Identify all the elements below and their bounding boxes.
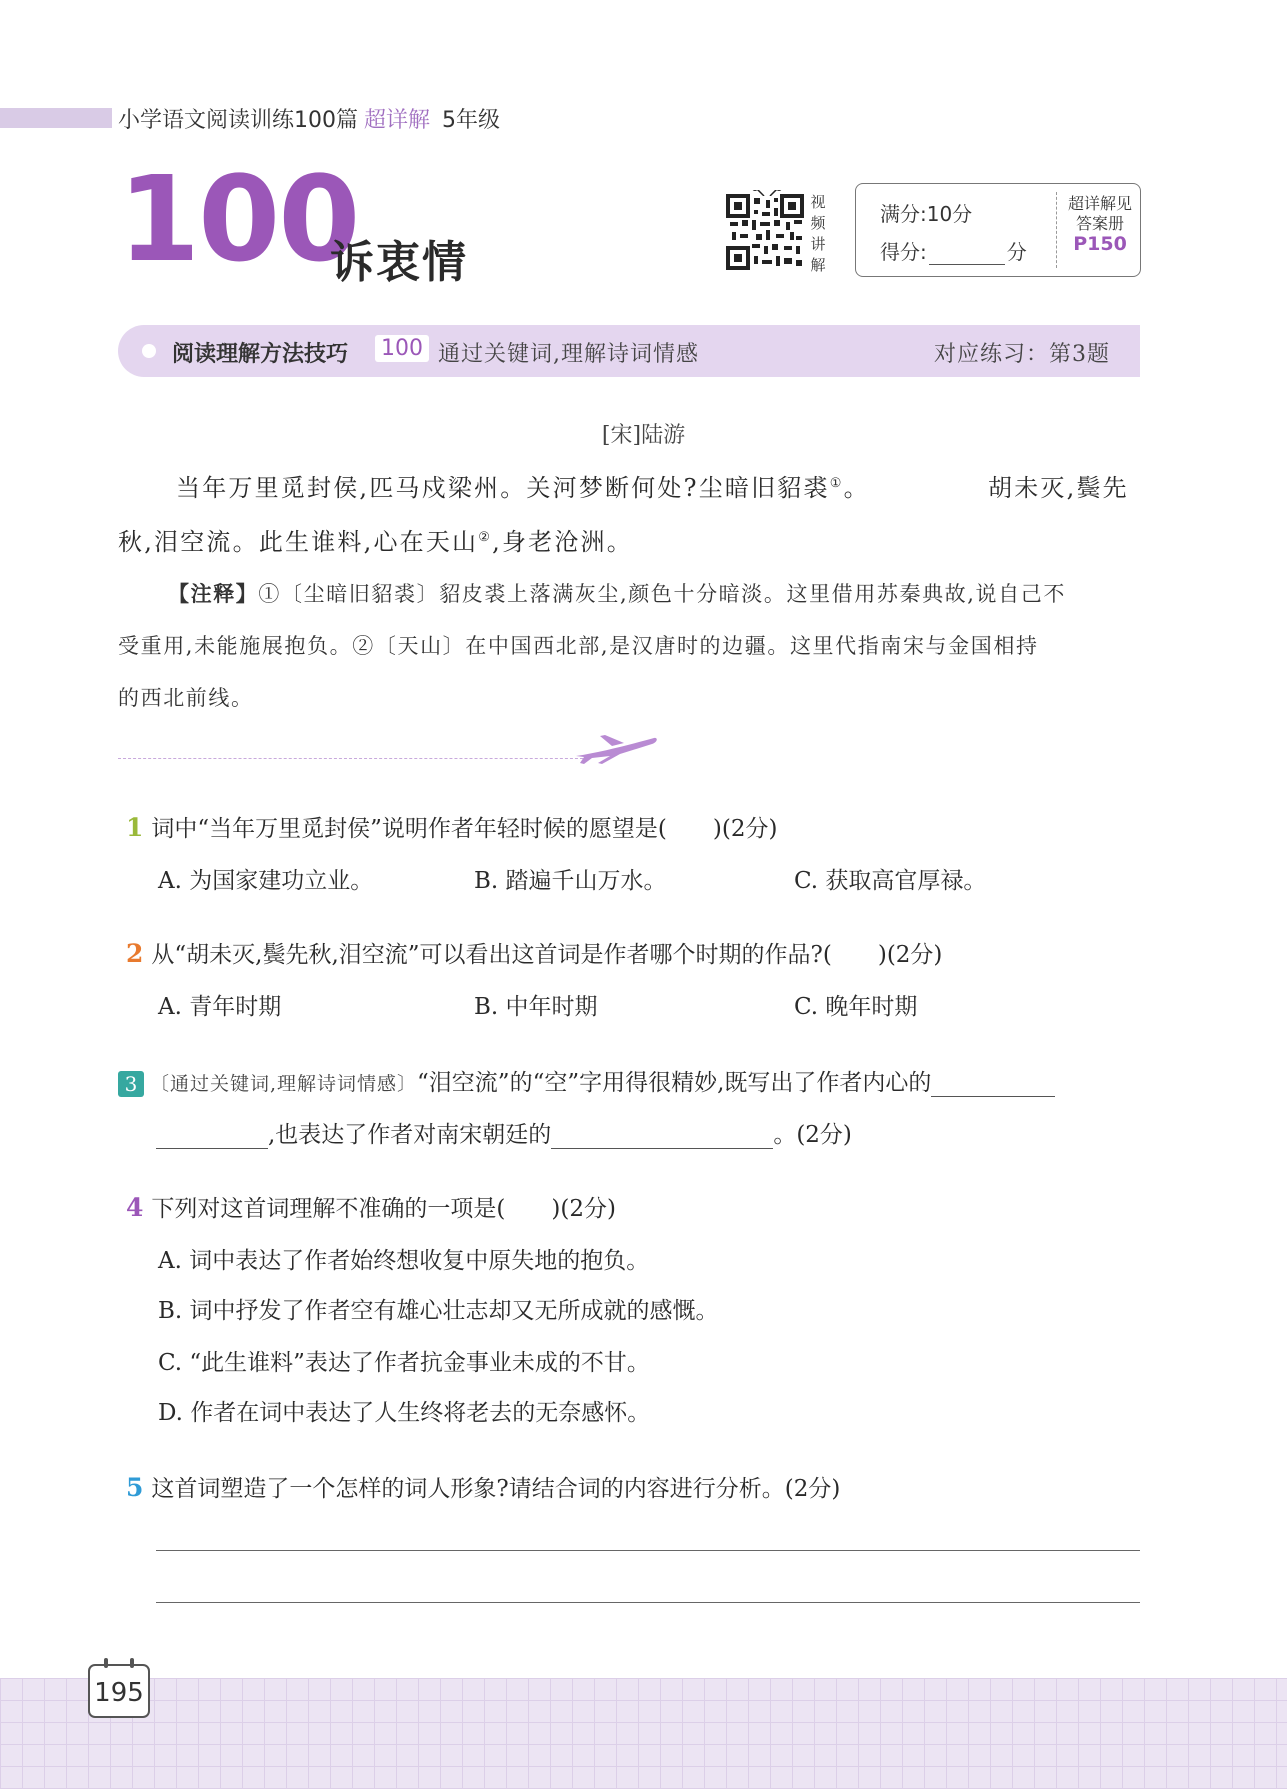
answer-ref-line2: 答案册 — [1075, 214, 1124, 233]
q4-option-b[interactable]: B. 词中抒发了作者空有雄心壮志却又无所成就的感慨。 — [158, 1298, 719, 1324]
q2-option-a[interactable]: A. 青年时期 — [158, 994, 282, 1020]
poem-text: ,身老沧洲。 — [492, 528, 633, 556]
book-header — [118, 103, 500, 134]
qr-code-icon[interactable] — [726, 190, 804, 270]
question-3-cont — [156, 1116, 852, 1149]
practice-ref: 对应练习：第3题 — [934, 342, 1110, 367]
video-caption — [808, 192, 828, 276]
video-caption-char: 频 — [810, 214, 826, 232]
poem-line-1 — [176, 468, 870, 503]
method-number: 100 — [375, 335, 429, 362]
answer-blank-1[interactable] — [931, 1074, 1055, 1097]
section-divider — [118, 758, 588, 759]
method-label: 阅读理解方法技巧 — [172, 342, 349, 367]
answer-blank-2[interactable] — [156, 1126, 268, 1149]
q2-option-b[interactable]: B. 中年时期 — [474, 994, 598, 1020]
method-topic: 通过关键词,理解诗词情感 — [438, 342, 699, 367]
q2-option-c[interactable]: C. 晚年时期 — [794, 994, 918, 1020]
book-series: 小学语文阅读训练100篇 — [118, 108, 358, 133]
answer-reference — [1062, 194, 1138, 254]
header-accent-bar — [0, 108, 112, 128]
question-text: “泪空流”的“空”字用得很精妙,既写出了作者内心的 — [417, 1070, 932, 1096]
question-5 — [126, 1470, 840, 1503]
note-line-3: 的西北前线。 — [118, 686, 254, 710]
poem-line-2 — [118, 522, 633, 557]
question-number: 3 — [118, 1071, 144, 1097]
answer-blank-3[interactable] — [551, 1126, 773, 1149]
footer-grid — [0, 1678, 1287, 1789]
answer-line-2[interactable] — [156, 1602, 1140, 1603]
note-line-1 — [168, 578, 1190, 608]
question-text: 词中“当年万里觅封侯”说明作者年轻时候的愿望是( )(2分) — [151, 816, 778, 842]
q1-option-c[interactable]: C. 获取高官厚禄。 — [794, 868, 987, 894]
poem-text: 秋,泪空流。此生谁料,心在天山 — [118, 528, 479, 556]
video-caption-char: 解 — [810, 256, 826, 274]
question-text: 下列对这首词理解不准确的一项是( )(2分) — [151, 1196, 616, 1222]
airplane-icon — [572, 730, 658, 766]
score-input-line[interactable] — [929, 246, 1005, 265]
answer-page: P150 — [1073, 233, 1127, 255]
question-text: 从“胡未灭,鬓先秋,泪空流”可以看出这首词是作者哪个时期的作品?( )(2分) — [151, 942, 943, 968]
score-got — [880, 236, 1027, 265]
bullet-icon — [142, 344, 156, 358]
q1-option-a[interactable]: A. 为国家建功立业。 — [158, 868, 374, 894]
answer-line-1[interactable] — [156, 1550, 1140, 1551]
question-number: 5 — [126, 1473, 144, 1502]
footnote-mark: ① — [829, 476, 844, 491]
video-caption-char: 视 — [810, 193, 826, 211]
answer-ref-line1: 超详解见 — [1067, 194, 1132, 213]
score-box — [855, 183, 1141, 277]
question-text: 这首词塑造了一个怎样的词人形象?请结合词的内容进行分析。(2分) — [151, 1476, 841, 1502]
poem-text: 当年万里觅封侯,匹马戍梁州。关河梦断何处?尘暗旧貂裘 — [176, 474, 830, 502]
question-number: 1 — [126, 813, 144, 842]
poem-text: 。 — [843, 474, 870, 502]
q4-option-d[interactable]: D. 作者在词中表达了人生终将老去的无奈感怀。 — [158, 1400, 651, 1426]
method-tag: 〔通过关键词,理解诗词情感〕 — [150, 1073, 418, 1095]
question-2 — [126, 936, 942, 969]
poem-author: [宋]陆游 — [601, 423, 686, 448]
score-unit: 分 — [1006, 240, 1027, 264]
calendar-rings-icon — [100, 1658, 138, 1668]
q4-option-a[interactable]: A. 词中表达了作者始终想收复中原失地的抱负。 — [158, 1248, 650, 1274]
page-badge — [88, 1664, 150, 1718]
poem-line-1-end: 胡未灭,鬓先 — [988, 474, 1129, 502]
question-4 — [126, 1190, 616, 1223]
question-3 — [118, 1064, 1055, 1097]
full-score: 满分:10分 — [880, 202, 973, 226]
footnote-mark: ② — [478, 530, 493, 545]
score-box-divider — [1056, 192, 1057, 268]
note-text: ①〔尘暗旧貂裘〕貂皮裘上落满灰尘,颜色十分暗淡。这里借用苏秦典故,说自己不 — [258, 582, 1066, 606]
question-text: 。(2分) — [773, 1122, 852, 1148]
question-number: 2 — [126, 939, 144, 968]
note-label: 【注释】 — [168, 581, 259, 606]
question-1 — [126, 810, 777, 843]
lesson-title: 诉衷情 — [330, 237, 468, 288]
note-line-2: 受重用,未能施展抱负。②〔天山〕在中国西北部,是汉唐时的边疆。这里代指南宋与金国相持 — [118, 634, 1039, 658]
book-grade: 5年级 — [442, 108, 501, 133]
question-number: 4 — [126, 1193, 144, 1222]
video-caption-char: 讲 — [810, 235, 826, 253]
q1-option-b[interactable]: B. 踏遍千山万水。 — [474, 868, 667, 894]
question-text: ,也表达了作者对南宋朝廷的 — [268, 1122, 552, 1148]
page-number: 195 — [94, 1678, 144, 1708]
book-accent: 超详解 — [364, 108, 431, 133]
q4-option-c[interactable]: C. “此生谁料”表达了作者抗金事业未成的不甘。 — [158, 1350, 650, 1376]
method-band — [118, 325, 1140, 377]
lesson-number: 100 — [118, 150, 359, 288]
score-got-label: 得分: — [880, 240, 927, 264]
